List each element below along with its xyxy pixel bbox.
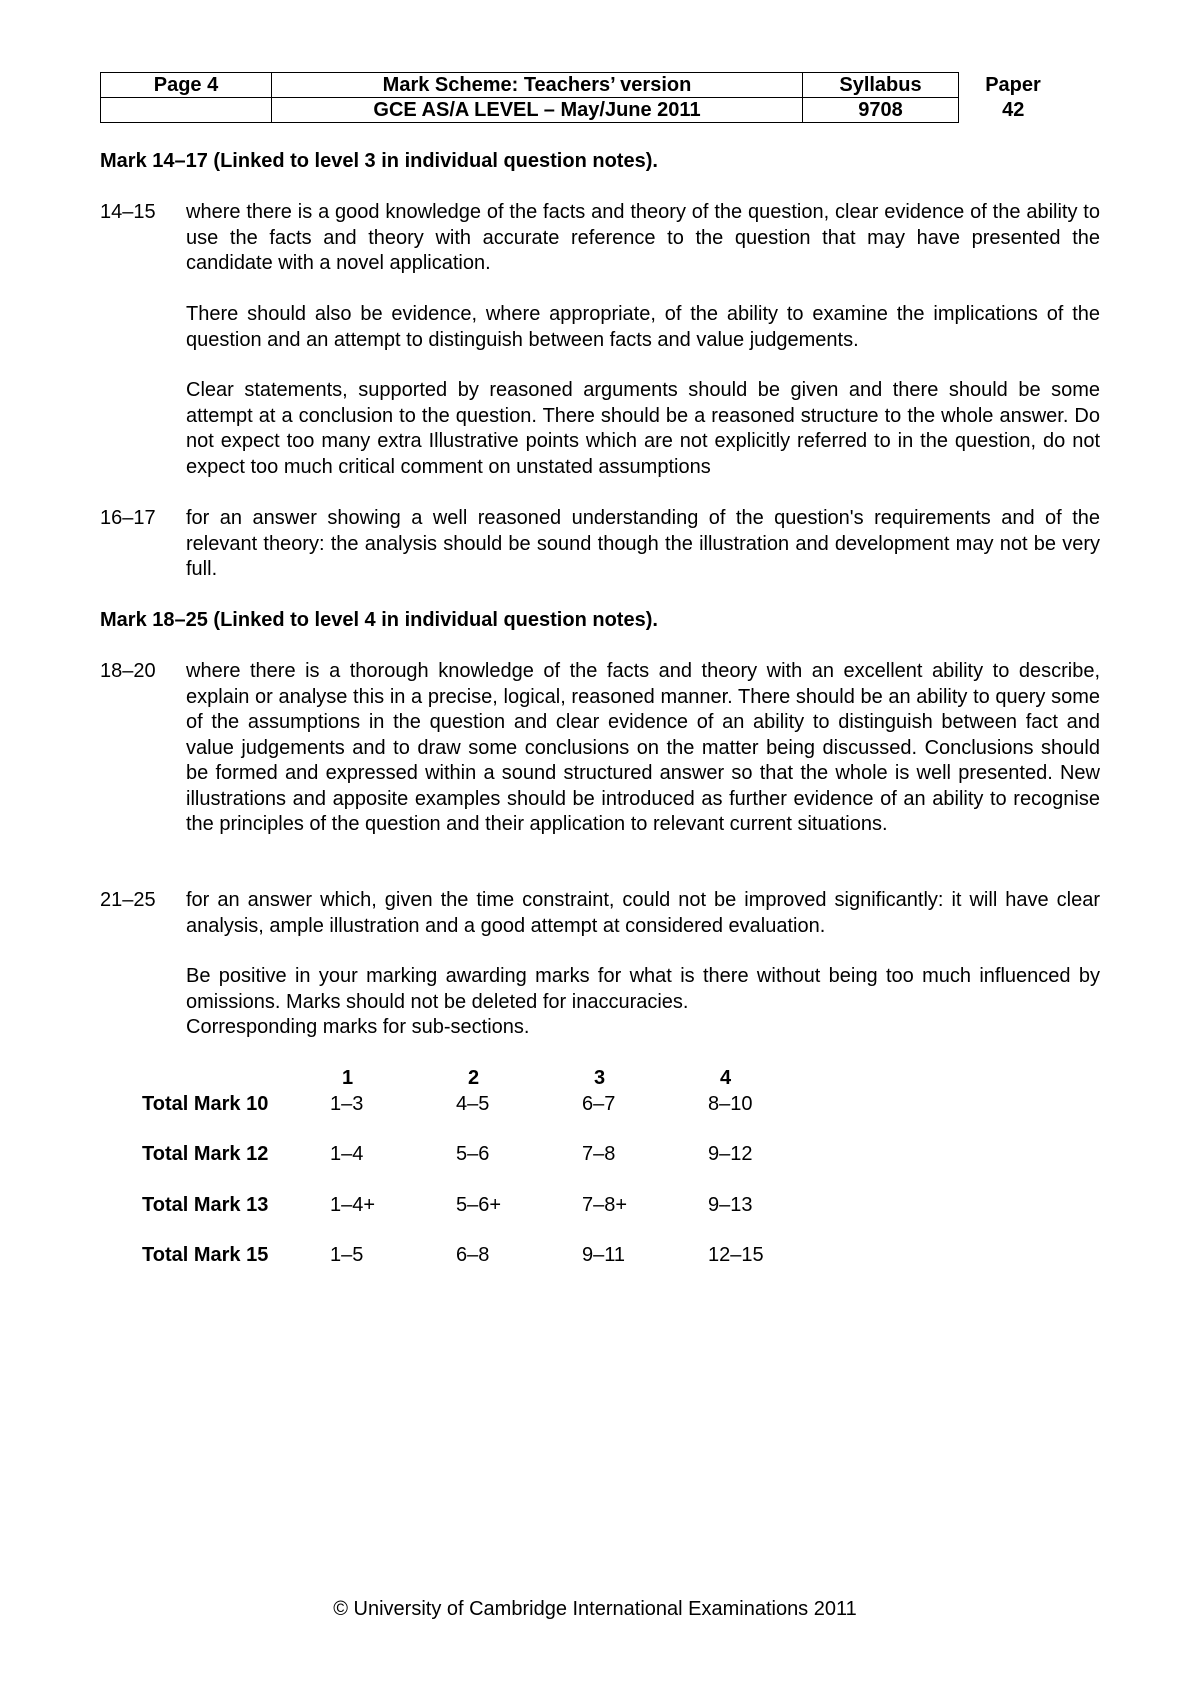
marks-cell: 6–7 bbox=[582, 1092, 616, 1115]
header-page-number: Page 4 bbox=[101, 73, 272, 98]
header-subtitle: GCE AS/A LEVEL – May/June 2011 bbox=[272, 98, 803, 123]
mark-band-range: 21–25 bbox=[100, 889, 156, 911]
table-row-spacer bbox=[142, 1168, 834, 1193]
marks-cell: 7–8+ bbox=[582, 1193, 628, 1216]
marks-table-header-row bbox=[142, 1066, 834, 1092]
marks-cell: 6–8 bbox=[456, 1244, 490, 1266]
header-paper-label: Paper bbox=[985, 73, 1041, 96]
mark-band-14-15-para-2: There should also be evidence, where appropriate, of the ability to examine the implications of the question and an attempt to distinguish between facts and value judgements. bbox=[186, 303, 1100, 351]
marks-cell: 5–6 bbox=[456, 1143, 490, 1165]
marks-row-label: Total Mark 13 bbox=[142, 1193, 269, 1216]
mark-band-16-17-para-1: for an answer showing a well reasoned understanding of the question's requirements and of the relevant theory: the analysis should be sound though the illustration and development may not be very full. bbox=[186, 507, 1100, 580]
mark-band-range: 16–17 bbox=[100, 507, 156, 529]
header-paper-number: 42 bbox=[1002, 98, 1025, 121]
table-row bbox=[142, 1142, 834, 1168]
header-syllabus-label: Syllabus bbox=[803, 73, 959, 98]
mark-band-21-25-para-2: Be positive in your marking awarding marks for what is there without being too much influenced by omissions. Marks should not be deleted for inaccuracies. bbox=[186, 965, 1100, 1013]
marks-cell: 9–12 bbox=[708, 1143, 753, 1165]
table-row-spacer bbox=[142, 1117, 834, 1142]
section-heading-level-4: Mark 18–25 (Linked to level 4 in individual question notes). bbox=[100, 609, 658, 631]
page-header-table bbox=[100, 72, 1068, 123]
table-row bbox=[142, 1193, 834, 1219]
marks-cell: 9–13 bbox=[708, 1193, 753, 1216]
marks-table-col-heading: 4 bbox=[720, 1067, 732, 1089]
header-syllabus-code: 9708 bbox=[803, 98, 959, 123]
marks-table-corner bbox=[142, 1066, 330, 1092]
marks-cell: 5–6+ bbox=[456, 1193, 502, 1216]
header-empty-cell bbox=[101, 98, 272, 123]
mark-band-18-20-para-1: where there is a thorough knowledge of the facts and theory with an excellent ability to describe, explain or analyse this in a precise, logical, reasoned manner. There should be an ability to query some of the assumptions in the question and clear evidence of an ability to distinguish between fact and value judgements and to draw some conclusions on the matter being discussed. Conclusions should be formed and expressed within a sound structured answer so that the whole is well presented. New illustrations and apposite examples should be introduced as further evidence of an ability to recognise the principles of the question and their application to relevant current situations. bbox=[186, 660, 1100, 835]
table-row bbox=[142, 1092, 834, 1118]
marks-row-label: Total Mark 12 bbox=[142, 1143, 269, 1165]
marks-cell: 7–8 bbox=[582, 1143, 616, 1165]
mark-band-14-15-para-1: where there is a good knowledge of the facts and theory of the question, clear evidence of the ability to use the facts and theory with accurate reference to the question that may have presented the candidate with a novel application. bbox=[186, 201, 1100, 274]
marks-cell: 1–5 bbox=[330, 1244, 364, 1266]
marks-cell: 4–5 bbox=[456, 1092, 490, 1115]
mark-band-range: 18–20 bbox=[100, 660, 156, 682]
marks-table-col-heading: 2 bbox=[468, 1067, 480, 1089]
sub-section-marks-table bbox=[142, 1066, 834, 1269]
mark-band-14-15-para-3: Clear statements, supported by reasoned arguments should be given and there should be some attempt at a conclusion to the question. There should be a reasoned structure to the whole answer. Do not expect too many extra Illustrative points which are not explicitly referred to in the question, do not expect too much critical comment on unstated assumptions bbox=[186, 379, 1100, 478]
marks-table-col-heading: 1 bbox=[342, 1067, 354, 1089]
header-title: Mark Scheme: Teachers’ version bbox=[272, 73, 803, 98]
marks-row-label: Total Mark 15 bbox=[142, 1244, 269, 1266]
marks-row-label: Total Mark 10 bbox=[142, 1092, 269, 1115]
mark-band-range: 14–15 bbox=[100, 201, 156, 223]
table-row-spacer bbox=[142, 1218, 834, 1243]
marks-cell: 12–15 bbox=[708, 1244, 764, 1266]
marks-table-col-heading: 3 bbox=[594, 1067, 606, 1089]
marks-cell: 8–10 bbox=[708, 1092, 753, 1115]
table-row bbox=[142, 1243, 834, 1269]
marks-cell: 1–3 bbox=[330, 1092, 364, 1115]
mark-band-21-25-para-3: Corresponding marks for sub-sections. bbox=[186, 1016, 530, 1038]
mark-band-21-25-para-1: for an answer which, given the time constraint, could not be improved significantly: it will have clear analysis, ample illustration and a good attempt at considered evaluation. bbox=[186, 889, 1100, 937]
copyright-footer: © University of Cambridge International Examinations 2011 bbox=[333, 1598, 857, 1620]
marks-cell: 1–4 bbox=[330, 1143, 364, 1165]
marks-cell: 9–11 bbox=[582, 1244, 626, 1266]
marks-cell: 1–4+ bbox=[330, 1193, 376, 1216]
section-heading-level-3: Mark 14–17 (Linked to level 3 in individual question notes). bbox=[100, 150, 658, 172]
